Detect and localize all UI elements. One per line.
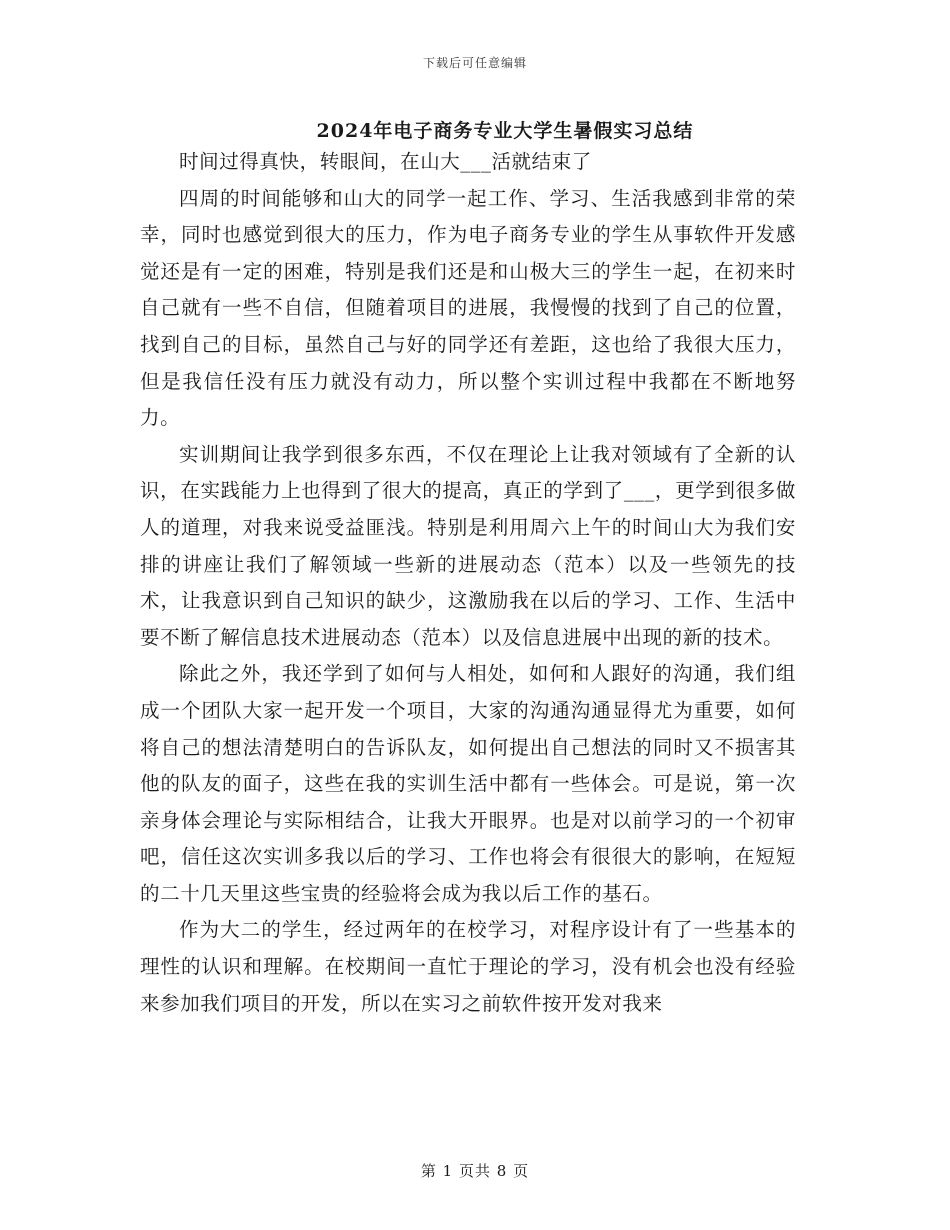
document-body [140,144,796,1022]
header-note: 下载后可任意编辑 [422,56,527,70]
document-title: 2024年电子商务专业大学生暑假实习总结 [316,120,694,142]
paragraph-1: 时间过得真快，转眼间，在山大___活就结束了 [179,150,592,173]
paragraph-2: 四周的时间能够和山大的同学一起工作、学习、生活我感到非常的荣幸，同时也感觉到很大的压力，作为电子商务专业的学生从事软件开发感觉还是有一定的困难，特别是我们还是和山极大三的学生一起，在初来时自己就有一些不自信，但随着项目的进展，我慢慢的找到了自己的位置，找到自己的目标，虽然自己与好的同学还有差距，这也给了我很大压力，但是我信任没有压力就没有动力，所以整个实训过程中我都在不断地努力。 [140,186,796,430]
paragraph-3: 实训期间让我学到很多东西，不仅在理论上让我对领域有了全新的认识，在实践能力上也得到了很大的提高，真正的学到了___，更学到很多做人的道理，对我来说受益匪浅。特别是利用周六上午的时间山大为我们安排的讲座让我们了解领域一些新的进展动态（范本）以及一些领先的技术，让我意识到自己知识的缺少，这激励我在以后的学习、工作、生活中要不断了解信息技术进展动态（范本）以及信息进展中出现的新的技术。 [140,442,796,649]
paragraph-5: 作为大二的学生，经过两年的在校学习，对程序设计有了一些基本的理性的认识和理解。在校期间一直忙于理论的学习，没有机会也没有经验来参加我们项目的开发，所以在实习之前软件按开发对我来 [140,918,796,1015]
page-number: 第 1 页共 8 页 [420,1162,530,1180]
paragraph-4: 除此之外，我还学到了如何与人相处，如何和人跟好的沟通，我们组成一个团队大家一起开发一个项目，大家的沟通沟通显得尤为重要，如何将自己的想法清楚明白的告诉队友，如何提出自己想法的同时又不损害其他的队友的面子，这些在我的实训生活中都有一些体会。可是说，第一次亲身体会理论与实际相结合，让我大开眼界。也是对以前学习的一个初审吧，信任这次实训多我以后的学习、工作也将会有很很大的影响，在短短的二十几天里这些宝贵的经验将会成为我以后工作的基石。 [140,662,796,905]
